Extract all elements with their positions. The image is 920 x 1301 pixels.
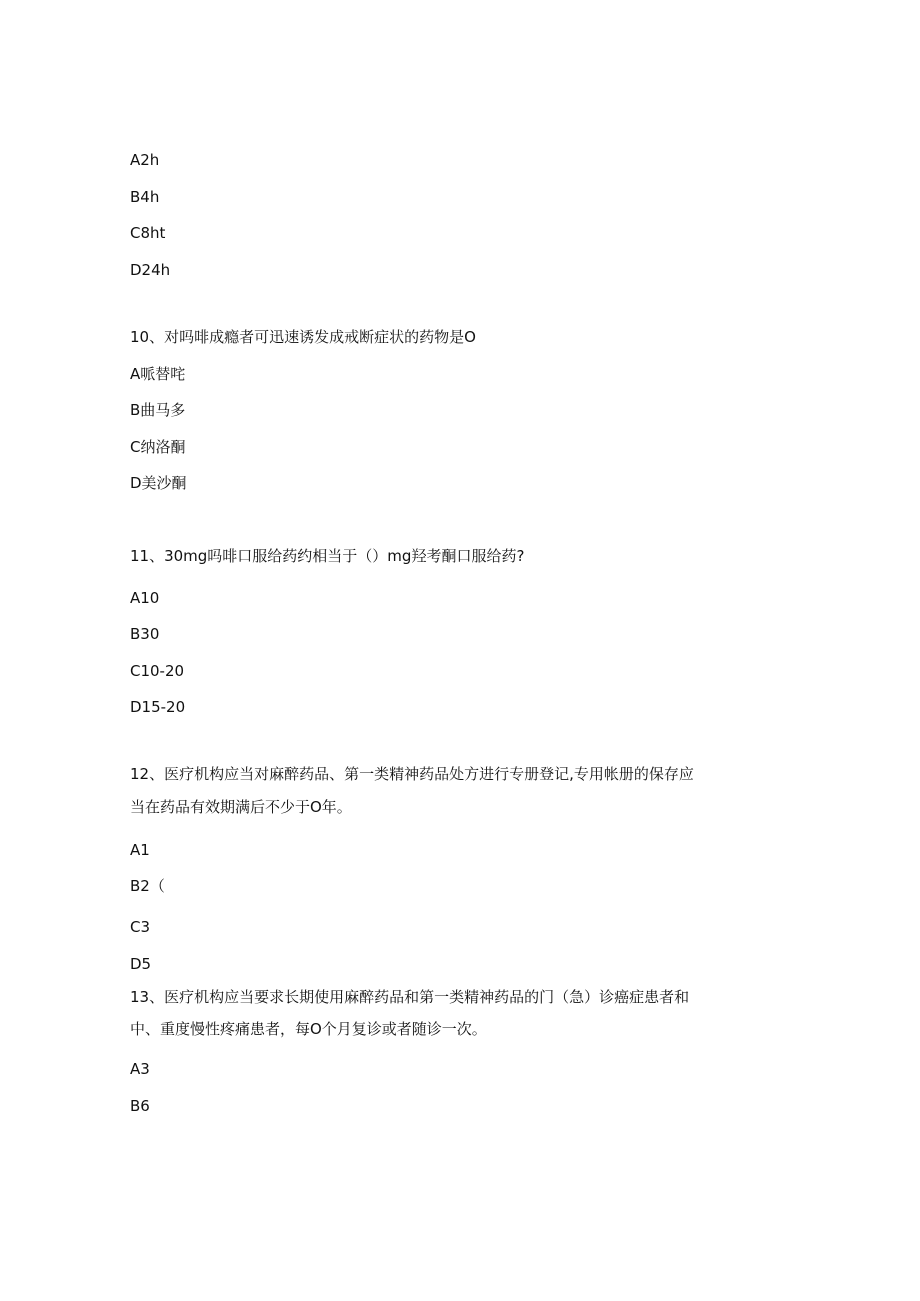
q12-stem-line-1: 12、医疗机构应当对麻醉药品、第一类精神药品处方进行专册登记,专用帐册的保存应 xyxy=(130,765,694,783)
q12-option-a: A1 xyxy=(130,841,150,859)
q10-stem: 10、对吗啡成瘾者可迅速诱发成戒断症状的药物是O xyxy=(130,328,476,346)
q9-option-d: D24h xyxy=(130,261,171,279)
q10-option-b: B曲马多 xyxy=(130,401,186,419)
q12-stem-line-2: 当在药品有效期满后不少于O年。 xyxy=(130,798,352,816)
q12-option-b: B2（ xyxy=(130,877,165,895)
q11-stem: 11、30mg吗啡口服给药约相当于（）mg羟考酮口服给药? xyxy=(130,547,525,565)
q13-option-b: B6 xyxy=(130,1097,150,1115)
q10-option-d: D美沙酮 xyxy=(130,474,187,492)
q10-option-a: A哌替咤 xyxy=(130,365,186,383)
q10-option-c: C纳洛酮 xyxy=(130,438,186,456)
q13-stem-line-1: 13、医疗机构应当要求长期使用麻醉药品和第一类精神药品的门（急）诊癌症患者和 xyxy=(130,988,690,1006)
q9-option-b: B4h xyxy=(130,188,160,206)
q12-option-d: D5 xyxy=(130,955,152,973)
q11-option-c: C10-20 xyxy=(130,662,185,680)
q9-option-a: A2h xyxy=(130,151,160,169)
q11-option-a: A10 xyxy=(130,589,160,607)
q12-option-c: C3 xyxy=(130,918,151,936)
q13-stem-line-2: 中、重度慢性疼痛患者，每O个月复诊或者随诊一次。 xyxy=(130,1020,487,1038)
q13-option-a: A3 xyxy=(130,1060,150,1078)
q9-option-c: C8ht xyxy=(130,224,166,242)
q11-option-b: B30 xyxy=(130,625,160,643)
q11-option-d: D15-20 xyxy=(130,698,186,716)
